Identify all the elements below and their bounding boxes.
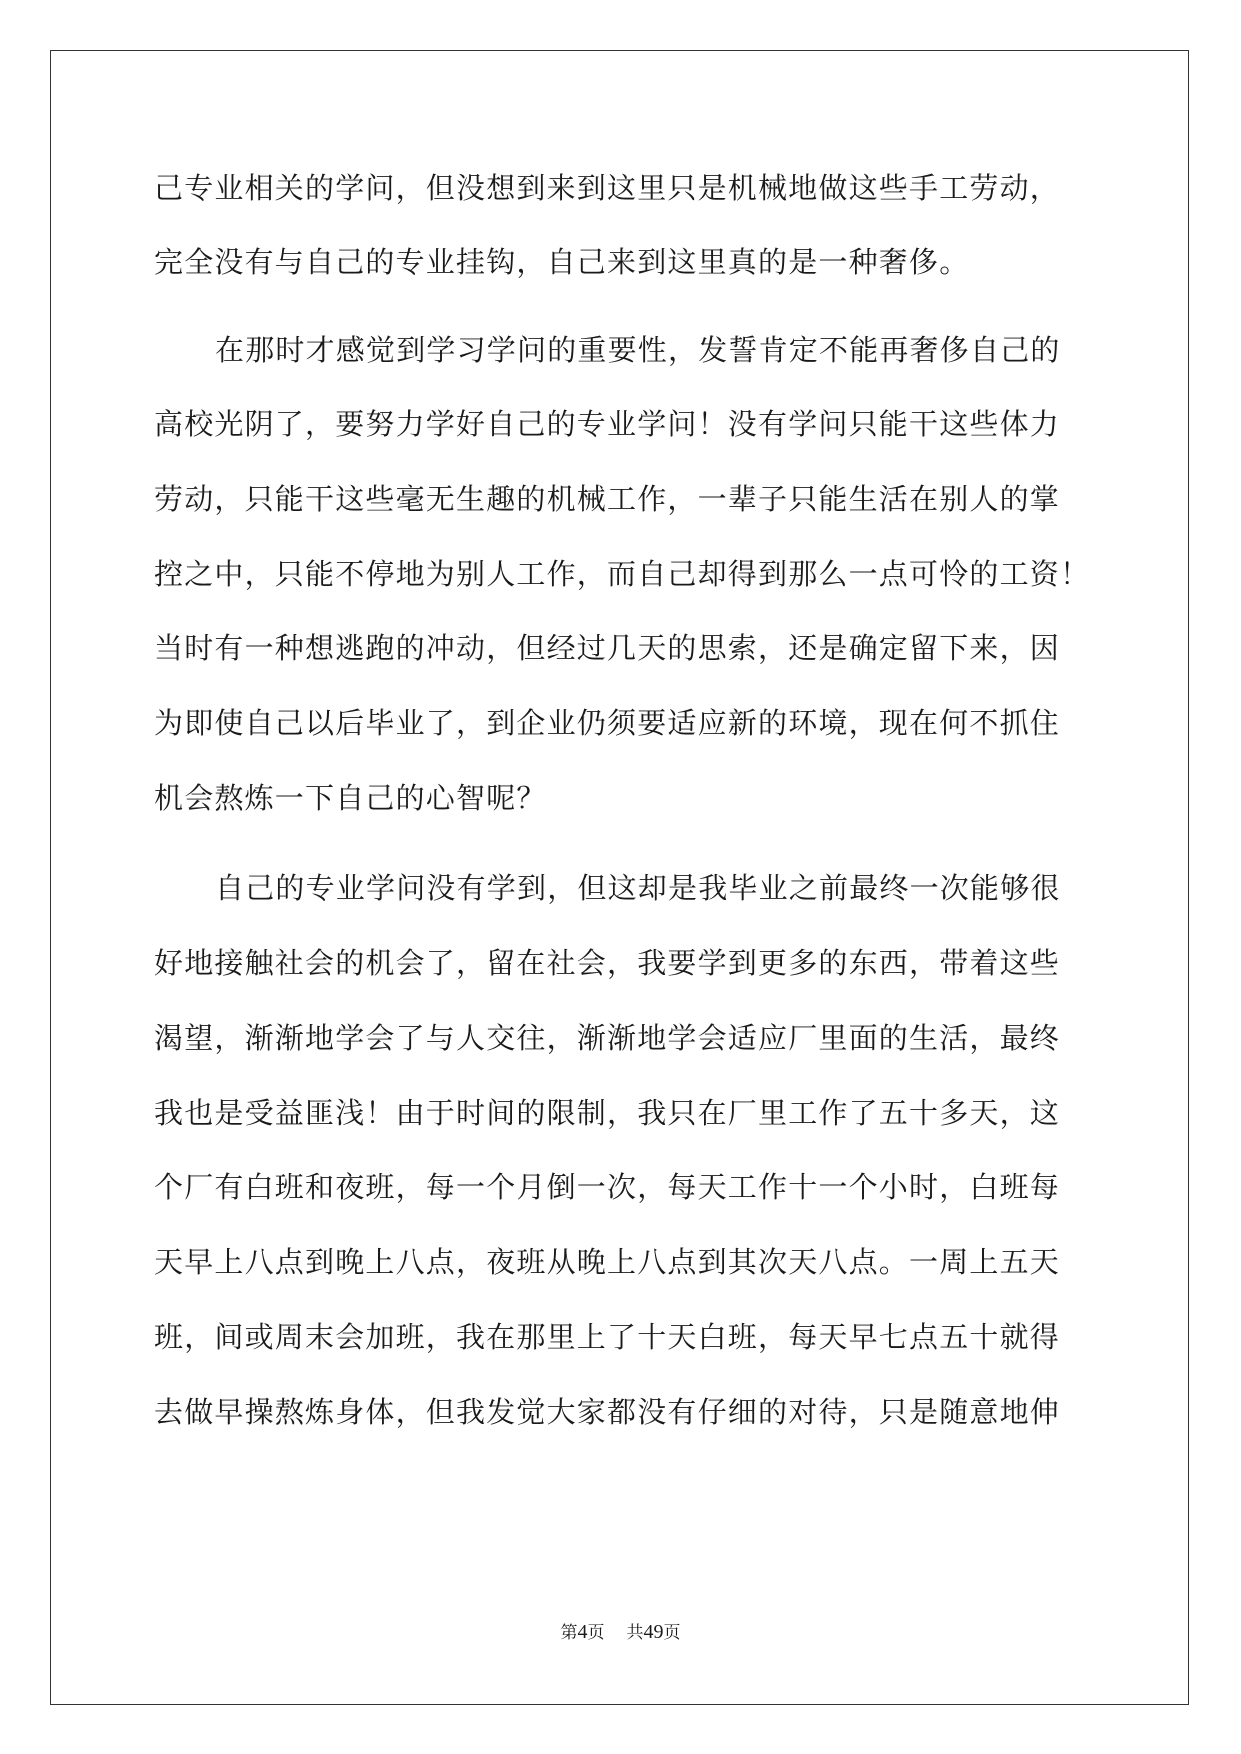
text-line: 好地接触社会的机会了，留在社会，我要学到更多的东西，带着这些 — [154, 946, 1061, 980]
text-line: 机会熬炼一下自己的心智呢？ — [154, 781, 547, 815]
text-line: 去做早操熬炼身体，但我发觉大家都没有仔细的对待，只是随意地伸 — [154, 1395, 1061, 1429]
text-line: 控之中，只能不停地为别人工作，而自己却得到那么一点可怜的工资！ — [154, 557, 1091, 591]
text-line: 我也是受益匪浅！由于时间的限制，我只在厂里工作了五十多天，这 — [154, 1096, 1061, 1130]
text-line: 己专业相关的学问，但没想到来到这里只是机械地做这些手工劳动， — [154, 171, 1061, 205]
paragraph-first-line: 自己的专业学问没有学到，但这却是我毕业之前最终一次能够很 — [215, 871, 1061, 905]
text-line: 为即使自己以后毕业了，到企业仍须要适应新的环境，现在何不抓住 — [154, 706, 1061, 740]
paragraph-first-line: 在那时才感觉到学习学问的重要性，发誓肯定不能再奢侈自己的 — [215, 333, 1061, 367]
page-footer — [0, 1620, 1241, 1645]
total-suffix: 页 — [663, 1623, 681, 1643]
text-line: 天早上八点到晚上八点，夜班从晚上八点到其次天八点。一周上五天 — [154, 1245, 1061, 1279]
text-line: 个厂有白班和夜班，每一个月倒一次，每天工作十一个小时，白班每 — [154, 1170, 1061, 1204]
text-line: 完全没有与自己的专业挂钩，自己来到这里真的是一种奢侈。 — [154, 245, 970, 279]
text-line: 渴望，渐渐地学会了与人交往，渐渐地学会适应厂里面的生活，最终 — [154, 1021, 1061, 1055]
total-prefix: 共 — [626, 1623, 644, 1643]
text-line: 高校光阴了，要努力学好自己的专业学问！没有学问只能干这些体力 — [154, 407, 1061, 441]
text-line: 当时有一种想逃跑的冲动，但经过几天的思索，还是确定留下来，因 — [154, 631, 1061, 665]
text-line: 劳动，只能干这些毫无生趣的机械工作，一辈子只能生活在别人的掌 — [154, 482, 1061, 516]
page-suffix: 页 — [587, 1623, 605, 1643]
text-line: 班，间或周末会加班，我在那里上了十天白班，每天早七点五十就得 — [154, 1320, 1061, 1354]
page-number: 4 — [577, 1621, 588, 1643]
total-pages: 49 — [643, 1621, 664, 1643]
page-prefix: 第 — [560, 1623, 578, 1643]
